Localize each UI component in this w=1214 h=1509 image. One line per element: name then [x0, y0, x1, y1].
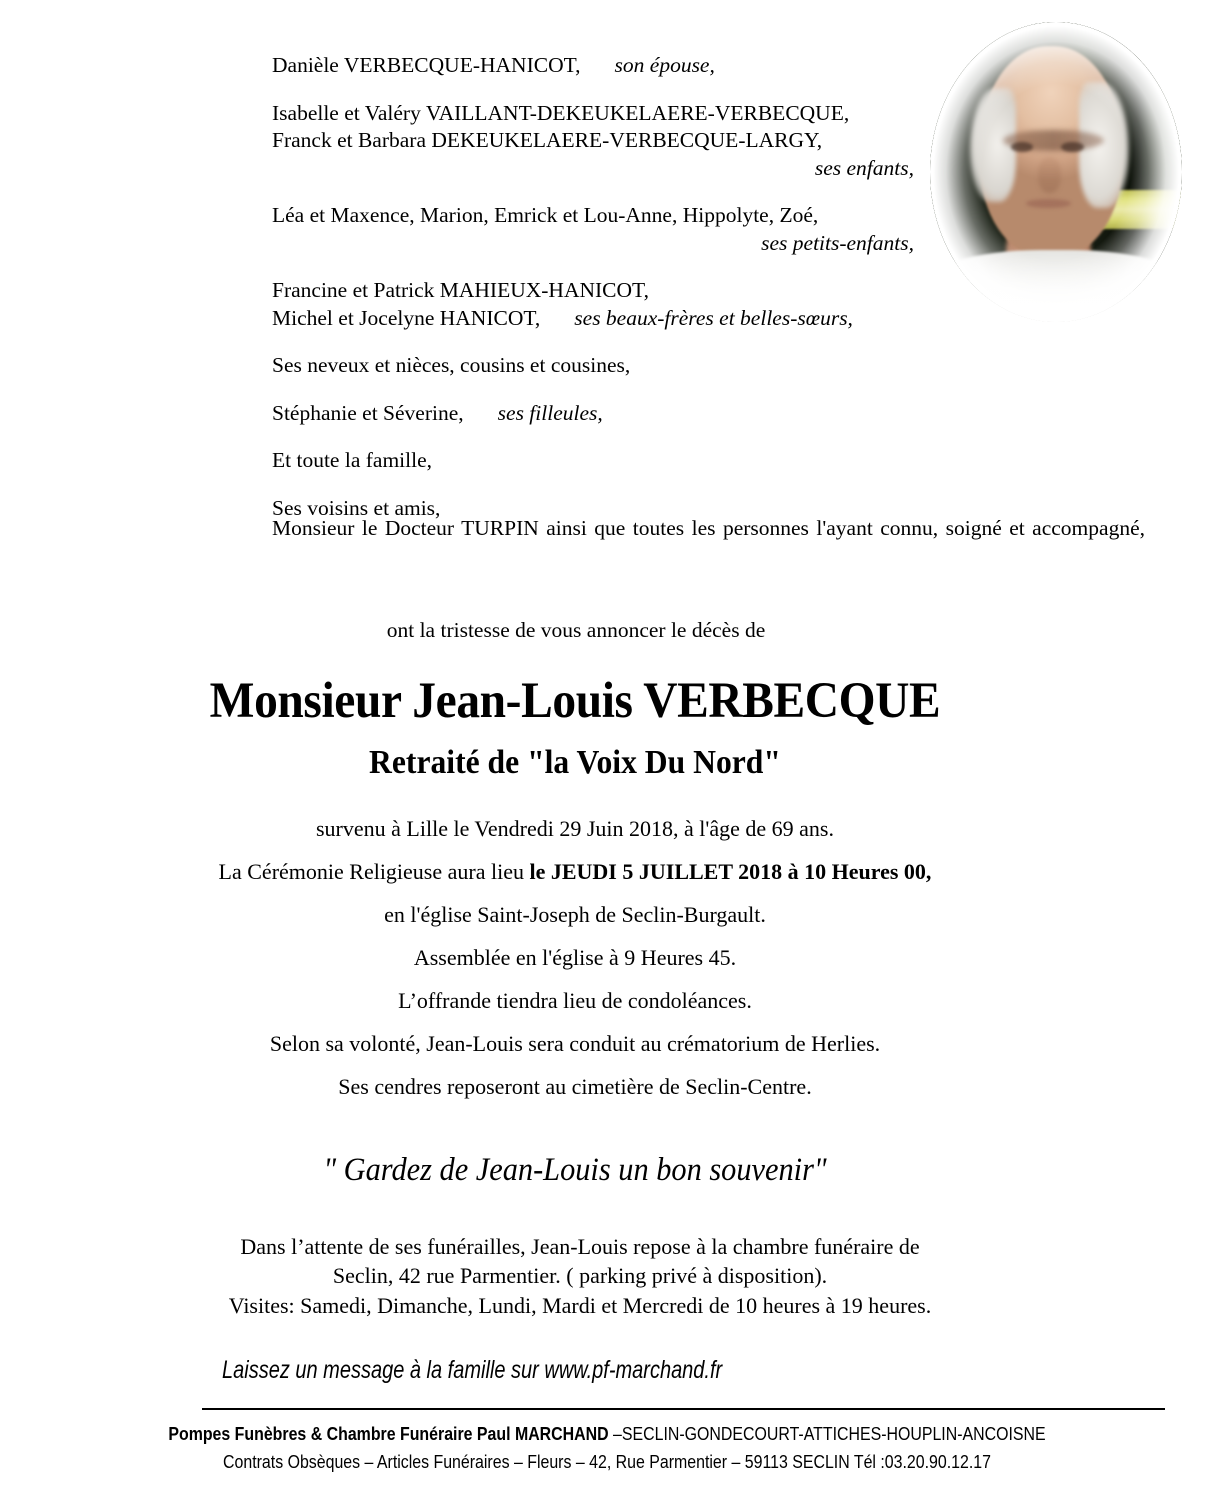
- funeral-home-line-2: Seclin, 42 rue Parmentier. ( parking privé à disposition).: [332, 1263, 828, 1289]
- goddaughters-relation: ses filleules,: [497, 400, 603, 425]
- mourner-group-spouse: [272, 52, 1152, 80]
- mourner-group-nephews: [272, 352, 1152, 380]
- detail-crematorium: Selon sa volonté, Jean-Louis sera conduit au crématorium de Herlies.: [269, 1031, 881, 1056]
- spouse-names: Danièle VERBECQUE-HANICOT,: [272, 53, 581, 77]
- funeral-home-info: [0, 1232, 1160, 1320]
- footer-divider: [202, 1408, 1165, 1410]
- grandchildren-line-1: Léa et Maxence, Marion, Emrick et Lou-Anne, Hippolyte, Zoé,: [272, 203, 819, 228]
- deceased-name: Monsieur Jean-Louis VERBECQUE: [209, 673, 941, 729]
- footer: [0, 1420, 1214, 1476]
- mourners-list: [272, 52, 1152, 522]
- footer-line-2: Contrats Obsèques – Articles Funéraires – Fleurs – 42, Rue Parmentier – 59113 SECLIN Tél :03.20.90.12.17: [223, 1450, 991, 1472]
- children-line-1: Isabelle et Valéry VAILLANT-DEKEUKELAERE-VERBECQUE,: [272, 100, 850, 125]
- detail-ashes: Ses cendres reposeront au cimetière de Seclin-Centre.: [338, 1074, 812, 1099]
- detail-offering: L’offrande tiendra lieu de condoléances.: [398, 988, 752, 1013]
- footer-line-1: [85, 1420, 1129, 1448]
- detail-ceremony-datetime: le JEUDI 5 JUILLET 2018 à 10 Heures 00,: [529, 859, 932, 884]
- footer-company-name: Pompes Funèbres & Chambre Funéraire Paul MARCHAND: [168, 1423, 614, 1444]
- detail-assembly: Assemblée en l'église à 9 Heures 45.: [413, 945, 737, 970]
- website-message[interactable]: Laissez un message à la famille sur www.pf-marchand.fr: [222, 1356, 723, 1384]
- spouse-relation: son épouse,: [614, 53, 715, 77]
- mourner-group-siblings-in-law: [272, 277, 1152, 332]
- deceased-subtitle: Retraité de "la Voix Du Nord": [369, 744, 781, 781]
- mourner-group-whole-family: [272, 447, 1152, 475]
- mourner-group-goddaughters: [272, 400, 1152, 428]
- detail-ceremony: [0, 861, 1150, 883]
- detail-ceremony-prefix: La Cérémonie Religieuse aura lieu: [218, 859, 530, 884]
- whole-family-line: Et toute la famille,: [272, 448, 433, 473]
- siblings-in-law-line-1: Francine et Patrick MAHIEUX-HANICOT,: [272, 278, 649, 303]
- doctor-paragraph: Monsieur le Docteur TURPIN ainsi que toutes les personnes l'ayant connu, soigné et accompagné,: [272, 516, 1145, 540]
- funeral-home-line-3: Visites: Samedi, Dimanche, Lundi, Mardi et Mercredi de 10 heures à 19 heures.: [228, 1292, 932, 1318]
- children-relation: ses enfants,: [814, 155, 914, 180]
- mourner-group-children: [272, 100, 1152, 183]
- siblings-in-law-relation: ses beaux-frères et belles-sœurs,: [574, 305, 853, 330]
- grandchildren-relation: ses petits-enfants,: [761, 230, 914, 255]
- neighbours-friends-line: Ses voisins et amis,: [272, 495, 441, 520]
- siblings-in-law-line-2: [272, 305, 1152, 333]
- footer-locations: –SECLIN-GONDECOURT-ATTICHES-HOUPLIN-ANCOISNE: [613, 1423, 1046, 1444]
- children-line-2: Franck et Barbara DEKEUKELAERE-VERBECQUE-LARGY,: [272, 128, 823, 153]
- goddaughters-names: Stéphanie et Séverine,: [272, 400, 464, 425]
- nephews-nieces-line: Ses neveux et nièces, cousins et cousines,: [272, 353, 631, 378]
- siblings-in-law-names: Michel et Jocelyne HANICOT,: [272, 305, 541, 330]
- detail-death: survenu à Lille le Vendredi 29 Juin 2018, à l'âge de 69 ans.: [316, 816, 834, 841]
- detail-church: en l'église Saint-Joseph de Seclin-Burgault.: [384, 902, 766, 927]
- announcement-intro: ont la tristesse de vous annoncer le décès de: [386, 618, 766, 642]
- mourner-group-grandchildren: [272, 202, 1152, 257]
- funeral-home-line-1: Dans l’attente de ses funérailles, Jean-Louis repose à la chambre funéraire de: [240, 1234, 920, 1259]
- memorial-quote: " Gardez de Jean-Louis un bon souvenir": [323, 1152, 827, 1188]
- ceremony-details: [0, 818, 1150, 1098]
